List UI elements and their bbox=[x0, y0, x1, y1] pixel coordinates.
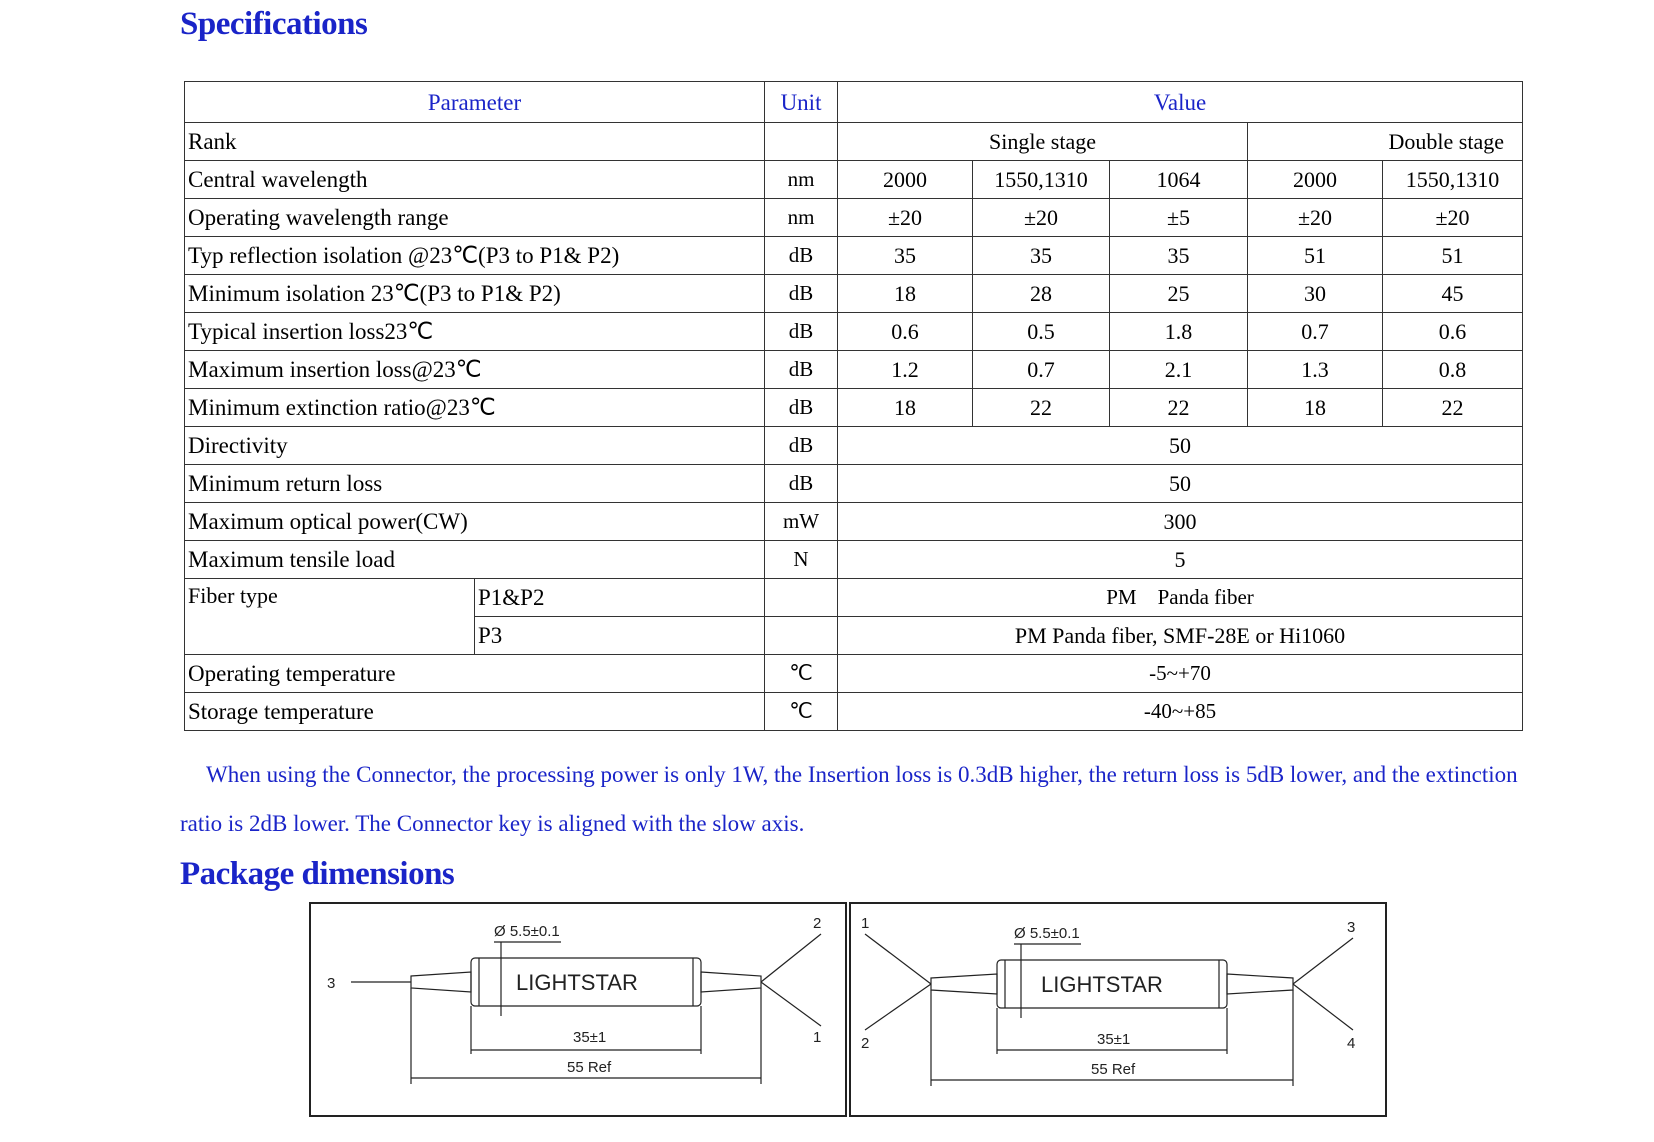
unit-cell: dB bbox=[765, 351, 838, 389]
fiber-port-2 bbox=[865, 984, 931, 1030]
unit-cell: mW bbox=[765, 503, 838, 541]
body-length-label: 35±1 bbox=[573, 1029, 607, 1046]
brand-label: LIGHTSTAR bbox=[1041, 972, 1163, 997]
fiber-port-1 bbox=[865, 934, 931, 984]
value-cell: 35 bbox=[838, 237, 973, 275]
total-length-label: 55 Ref bbox=[567, 1059, 612, 1076]
value-cell: 300 bbox=[838, 503, 1523, 541]
port-label-2: 2 bbox=[861, 1035, 870, 1052]
value-cell: 1064 bbox=[1110, 161, 1248, 199]
unit-cell bbox=[765, 579, 838, 617]
unit-cell: dB bbox=[765, 427, 838, 465]
specifications-heading: Specifications bbox=[180, 6, 368, 42]
value-cell: -40~+85 bbox=[838, 693, 1523, 731]
value-cell: -5~+70 bbox=[838, 655, 1523, 693]
value-cell: ±20 bbox=[1248, 199, 1383, 237]
table-row bbox=[185, 123, 1523, 161]
value-cell: 22 bbox=[1383, 389, 1523, 427]
unit-cell: ℃ bbox=[765, 655, 838, 693]
fiber-port-label: P3 bbox=[475, 617, 765, 655]
value-cell: 35 bbox=[1110, 237, 1248, 275]
param-label: Typical insertion loss23℃ bbox=[185, 313, 765, 351]
port-label-1: 1 bbox=[861, 915, 870, 932]
param-label: Operating wavelength range bbox=[185, 199, 765, 237]
param-label: Maximum insertion loss@23℃ bbox=[185, 351, 765, 389]
value-cell: ±20 bbox=[838, 199, 973, 237]
value-cell: 0.5 bbox=[973, 313, 1110, 351]
param-label: Operating temperature bbox=[185, 655, 765, 693]
fiber-port-2 bbox=[761, 934, 821, 982]
unit-cell: nm bbox=[765, 161, 838, 199]
package-drawing-double bbox=[849, 902, 1387, 1117]
fiber-port-4 bbox=[1293, 984, 1353, 1030]
param-label: Storage temperature bbox=[185, 693, 765, 731]
param-label: Fiber type bbox=[185, 579, 475, 655]
value-cell: 22 bbox=[973, 389, 1110, 427]
value-cell: 0.6 bbox=[838, 313, 973, 351]
body-length-label: 35±1 bbox=[1097, 1031, 1131, 1048]
value-cell: 2000 bbox=[1248, 161, 1383, 199]
port-label-3: 3 bbox=[327, 975, 336, 992]
param-label: Typ reflection isolation @23℃(P3 to P1& P2) bbox=[185, 237, 765, 275]
param-label: Maximum tensile load bbox=[185, 541, 765, 579]
param-rank: Rank bbox=[185, 123, 765, 161]
value-cell: ±20 bbox=[973, 199, 1110, 237]
package-drawing-single bbox=[309, 902, 847, 1117]
port-label-1: 1 bbox=[813, 1029, 822, 1046]
param-label: Minimum isolation 23℃(P3 to P1& P2) bbox=[185, 275, 765, 313]
table-row bbox=[185, 389, 1523, 427]
value-cell: 18 bbox=[838, 275, 973, 313]
value-cell: 35 bbox=[973, 237, 1110, 275]
value-cell: ±5 bbox=[1110, 199, 1248, 237]
left-boot bbox=[931, 974, 997, 994]
param-label: Directivity bbox=[185, 427, 765, 465]
table-row bbox=[185, 503, 1523, 541]
table-row bbox=[185, 579, 1523, 617]
param-label: Minimum extinction ratio@23℃ bbox=[185, 389, 765, 427]
unit-header: Unit bbox=[765, 82, 838, 123]
unit-cell bbox=[765, 123, 838, 161]
port-label-2: 2 bbox=[813, 915, 822, 932]
table-row bbox=[185, 693, 1523, 731]
table-row bbox=[185, 465, 1523, 503]
port-label-3: 3 bbox=[1347, 919, 1356, 936]
value-cell: 1550,1310 bbox=[973, 161, 1110, 199]
diameter-label: Ø 5.5±0.1 bbox=[1014, 925, 1080, 942]
table-row bbox=[185, 161, 1523, 199]
specifications-table bbox=[184, 81, 1523, 731]
value-cell: 1.8 bbox=[1110, 313, 1248, 351]
value-cell: 28 bbox=[973, 275, 1110, 313]
value-cell: 51 bbox=[1383, 237, 1523, 275]
value-cell: 5 bbox=[838, 541, 1523, 579]
param-label: Central wavelength bbox=[185, 161, 765, 199]
header-row bbox=[185, 82, 1523, 123]
value-header: Value bbox=[838, 82, 1523, 123]
table-row bbox=[185, 655, 1523, 693]
value-cell: 22 bbox=[1110, 389, 1248, 427]
unit-cell bbox=[765, 617, 838, 655]
value-cell: 1.3 bbox=[1248, 351, 1383, 389]
single-stage-label: Single stage bbox=[838, 123, 1248, 161]
left-boot bbox=[411, 972, 471, 992]
unit-cell: dB bbox=[765, 237, 838, 275]
value-cell: PM Panda fiber bbox=[838, 579, 1523, 617]
double-stage-label: Double stage bbox=[1248, 123, 1523, 161]
unit-cell: N bbox=[765, 541, 838, 579]
value-cell: 51 bbox=[1248, 237, 1383, 275]
unit-cell: dB bbox=[765, 465, 838, 503]
parameter-header: Parameter bbox=[185, 82, 765, 123]
unit-cell: nm bbox=[765, 199, 838, 237]
unit-cell: dB bbox=[765, 389, 838, 427]
table-row bbox=[185, 275, 1523, 313]
value-cell: 0.8 bbox=[1383, 351, 1523, 389]
value-cell: 18 bbox=[1248, 389, 1383, 427]
diameter-label: Ø 5.5±0.1 bbox=[494, 923, 560, 940]
fiber-port-label: P1&P2 bbox=[475, 579, 765, 617]
package-dimensions-heading: Package dimensions bbox=[180, 856, 455, 892]
value-cell: 0.7 bbox=[1248, 313, 1383, 351]
fiber-port-1 bbox=[761, 982, 821, 1026]
value-cell: 45 bbox=[1383, 275, 1523, 313]
value-cell: 18 bbox=[838, 389, 973, 427]
table-row bbox=[185, 351, 1523, 389]
param-label: Minimum return loss bbox=[185, 465, 765, 503]
value-cell: 50 bbox=[838, 427, 1523, 465]
value-cell: 0.6 bbox=[1383, 313, 1523, 351]
fiber-port-3 bbox=[1293, 938, 1353, 984]
table-row bbox=[185, 427, 1523, 465]
param-label: Maximum optical power(CW) bbox=[185, 503, 765, 541]
port-label-4: 4 bbox=[1347, 1035, 1356, 1052]
unit-cell: ℃ bbox=[765, 693, 838, 731]
table-row bbox=[185, 199, 1523, 237]
table-row bbox=[185, 313, 1523, 351]
value-cell: 50 bbox=[838, 465, 1523, 503]
right-boot bbox=[1227, 974, 1293, 994]
table-row bbox=[185, 541, 1523, 579]
connector-note: When using the Connector, the processing power is only 1W, the Insertion loss is 0.3dB higher, the return loss is 5dB lower, and the extinction ratio is 2dB lower. The Connector key is aligned with the slow axis. bbox=[180, 762, 1518, 836]
value-cell: 30 bbox=[1248, 275, 1383, 313]
brand-label: LIGHTSTAR bbox=[516, 970, 638, 995]
value-cell: 1550,1310 bbox=[1383, 161, 1523, 199]
value-cell: ±20 bbox=[1383, 199, 1523, 237]
value-cell: 25 bbox=[1110, 275, 1248, 313]
unit-cell: dB bbox=[765, 313, 838, 351]
value-cell: 2.1 bbox=[1110, 351, 1248, 389]
right-boot bbox=[701, 972, 761, 992]
value-cell: 0.7 bbox=[973, 351, 1110, 389]
table-row bbox=[185, 237, 1523, 275]
value-cell: 2000 bbox=[838, 161, 973, 199]
value-cell: PM Panda fiber, SMF-28E or Hi1060 bbox=[838, 617, 1523, 655]
unit-cell: dB bbox=[765, 275, 838, 313]
total-length-label: 55 Ref bbox=[1091, 1061, 1136, 1078]
value-cell: 1.2 bbox=[838, 351, 973, 389]
